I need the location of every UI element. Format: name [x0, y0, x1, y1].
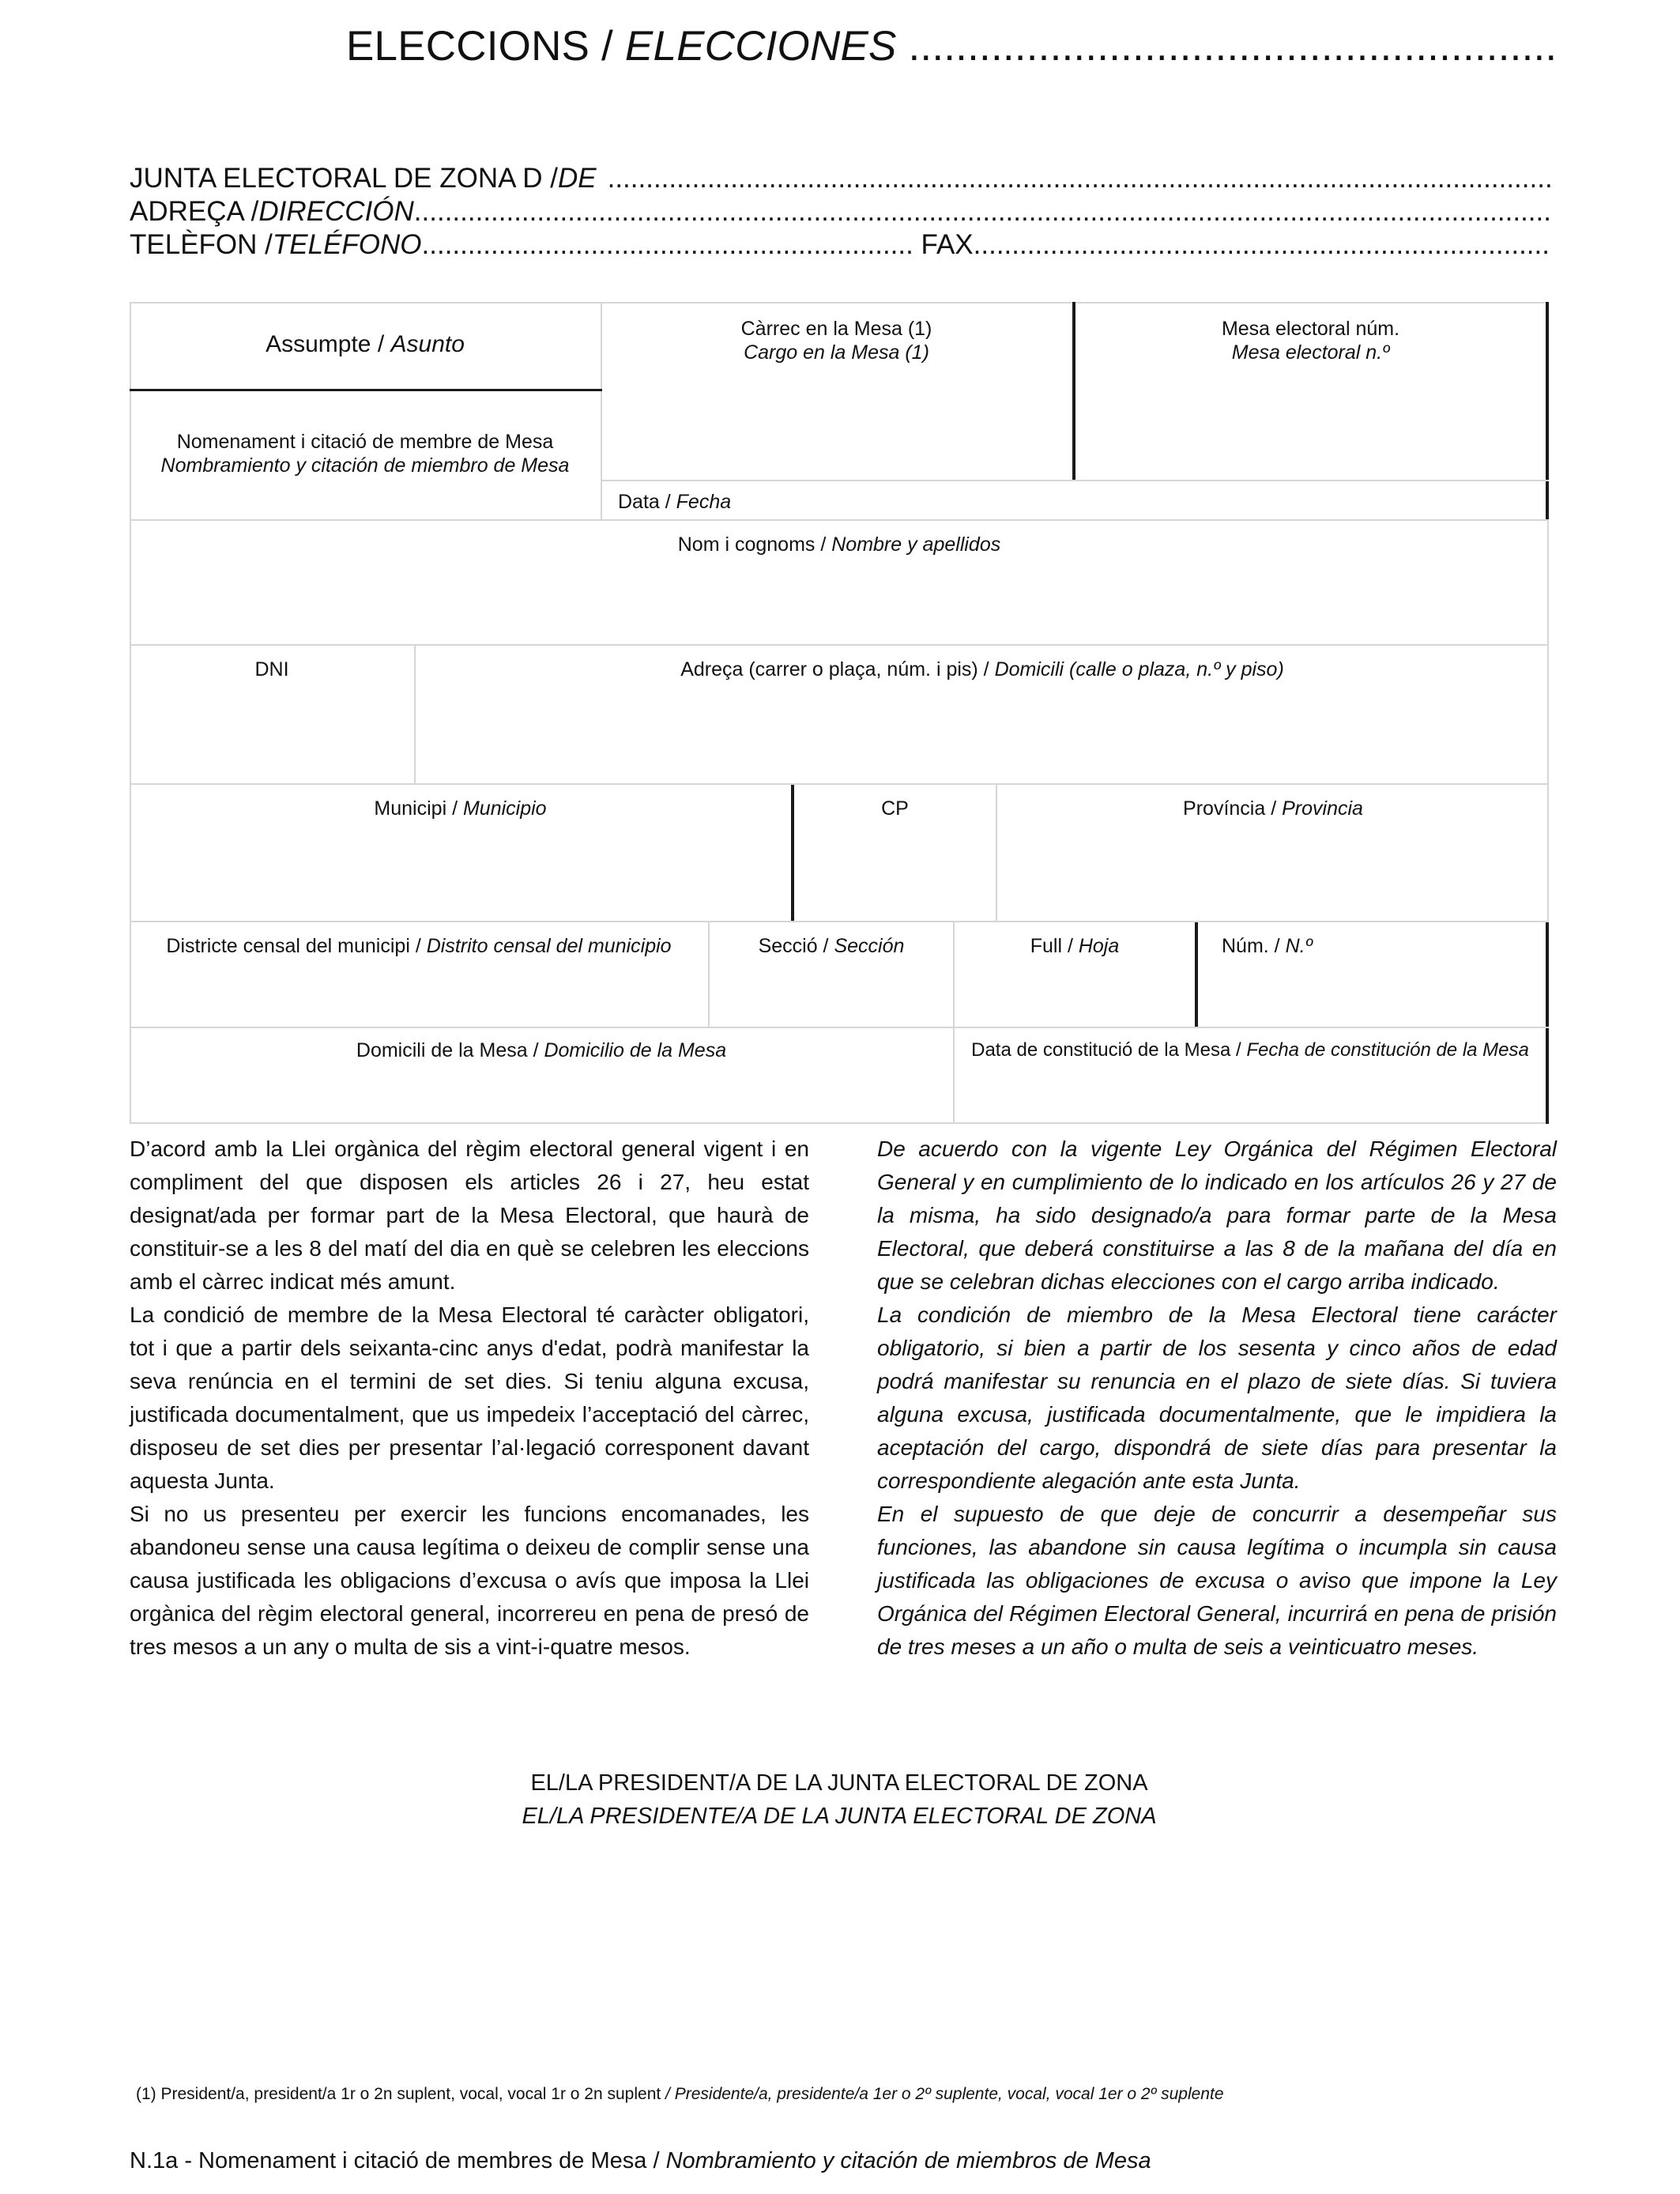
member-form-table: [130, 302, 1549, 1124]
nom-label: [130, 532, 1549, 557]
data-label-ca: Data /: [618, 491, 676, 513]
num-label-ca: Núm. /: [1222, 935, 1286, 957]
data-constitucio-label: [955, 1038, 1546, 1063]
nomenament-label-es: Nombramiento y citación de miembro de Mesa: [160, 454, 570, 477]
footer-es: Nombramiento y citación de miembros de Mesa: [665, 2148, 1151, 2173]
data-constitucio-label-ca: Data de constitució de la Mesa /: [971, 1039, 1247, 1061]
paragraph-es-3: En el supuesto de que deje de concurrir a desempeñar sus funciones, las abandone sin causa legítima o incumpla sin causa justificada las obligaciones de excusa o aviso que impone la Ley Orgánica del Régimen Electoral General, incurrirá en pena de prisión de tres meses a un año o multa de seis a veinticuatro meses.: [877, 1502, 1557, 1659]
districte-cell[interactable]: [130, 922, 708, 1027]
telefon-fill-line[interactable]: [422, 229, 912, 261]
nomenament-label-ca: Nomenament i citació de membre de Mesa: [176, 431, 554, 453]
telefon-line: [130, 229, 1552, 261]
mesa-num-label-ca: Mesa electoral núm.: [1221, 318, 1400, 340]
body-text-ca: [130, 1133, 809, 1664]
provincia-label-es: Provincia: [1282, 797, 1363, 820]
assumpte-label-ca: Assumpte /: [266, 331, 391, 357]
municipi-label-ca: Municipi /: [374, 797, 463, 820]
data-constitucio-cell[interactable]: [955, 1028, 1546, 1122]
districte-label-es: Distrito censal del municipio: [426, 935, 672, 957]
paragraph-es-2: La condición de miembro de la Mesa Electoral tiene carácter obligatorio, si bien a partir de los sesenta y cinco años de edad podrá manifestar su renuncia en el plazo de siete días. Si tuviera alguna excusa, justificada documentalmente, que le impidiera la aceptación del cargo, dispondrá de siete días para presentar la correspondiente alegación ante esta Junta.: [877, 1302, 1557, 1493]
num-cell[interactable]: [1198, 922, 1546, 1027]
adreca-label-ca: ADREÇA /: [130, 196, 259, 227]
data-cell[interactable]: [602, 481, 1546, 519]
full-label: [955, 933, 1195, 959]
municipi-label-es: Municipio: [462, 797, 547, 820]
domicili-mesa-label-ca: Domicili de la Mesa /: [356, 1039, 544, 1061]
districte-label: [130, 933, 708, 959]
fax-fill-line[interactable]: [974, 229, 1552, 261]
seccio-label-es: Sección: [834, 935, 905, 957]
telefon-label-ca: TELÈFON /: [130, 229, 273, 260]
seccio-label-ca: Secció /: [758, 935, 834, 957]
municipi-cell[interactable]: [130, 785, 791, 921]
full-label-es: Hoja: [1078, 935, 1120, 957]
form-code-footer: [130, 2148, 1151, 2174]
footnote-es: / Presidente/a, presidente/a 1er o 2º suplente, vocal, vocal 1er o 2º suplente: [661, 2085, 1224, 2103]
fax-label: FAX: [921, 229, 974, 260]
document-title: [346, 22, 1557, 70]
title-es: ELECCIONES: [624, 23, 897, 70]
body-text-es: [877, 1133, 1557, 1664]
municipi-label: [130, 796, 791, 821]
junta-label-es: DE: [557, 163, 597, 194]
carrec-label-es: Cargo en la Mesa (1): [744, 341, 929, 364]
paragraph-es-1: De acuerdo con la vigente Ley Orgánica del Régimen Electoral General y en cumplimiento de lo indicado en los artículos 26 y 27 de la misma, ha sido designado/a para formar parte de la Mesa Electoral, que deberá constituirse a las 8 de la mañana del día en que se celebran dichas elecciones con el cargo arriba indicado.: [877, 1137, 1557, 1294]
domicili-label-ca: Adreça (carrer o plaça, núm. i pis) /: [680, 658, 995, 680]
data-label: [618, 491, 731, 514]
domicili-mesa-label: [130, 1038, 953, 1063]
domicili-mesa-label-es: Domicilio de la Mesa: [544, 1039, 727, 1061]
assumpte-cell: [130, 302, 601, 389]
nom-cell[interactable]: [130, 521, 1549, 644]
dni-label: DNI: [254, 658, 289, 680]
domicili-label-es: Domicili (calle o plaza, n.º y piso): [994, 658, 1284, 680]
junta-label-ca: JUNTA ELECTORAL DE ZONA D /: [130, 163, 558, 194]
full-cell[interactable]: [955, 922, 1195, 1027]
num-label-es: N.º: [1285, 935, 1313, 957]
nomenament-cell: [130, 391, 601, 519]
cp-cell[interactable]: [794, 785, 996, 921]
assumpte-label: [130, 332, 601, 357]
adreca-line: [130, 196, 1552, 228]
domicili-label: [416, 657, 1549, 682]
footer-ca: N.1a - Nomenament i citació de membres de Mesa /: [130, 2148, 666, 2173]
seccio-label: [710, 933, 953, 959]
full-label-ca: Full /: [1030, 935, 1079, 957]
num-label: [1222, 933, 1313, 959]
mesa-num-label-es: Mesa electoral n.º: [1231, 341, 1390, 364]
paragraph-ca-2: La condició de membre de la Mesa Electoral té caràcter obligatori, tot i que a partir dels seixanta-cinc anys d'edat, podrà manifestar la seva renúncia en el termini de set dies. Si teniu alguna excusa, justificada documentalment, que us impedeix l’acceptació del càrrec, disposeu de set dies per presentar l’al·legació corresponent davant aquesta Junta.: [130, 1302, 809, 1493]
junta-line: [130, 163, 1552, 194]
nom-label-es: Nombre y apellidos: [831, 533, 1001, 556]
footnote: [136, 2085, 1224, 2104]
junta-fill-line[interactable]: [608, 163, 1552, 194]
seccio-cell[interactable]: [710, 922, 953, 1027]
data-label-es: Fecha: [676, 491, 732, 513]
title-ca: ELECCIONS /: [346, 23, 625, 70]
signature-title-es: EL/LA PRESIDENTE/A DE LA JUNTA ELECTORAL DE ZONA: [522, 1804, 1157, 1829]
carrec-label-ca: Càrrec en la Mesa (1): [740, 318, 932, 340]
footnote-ca: (1) President/a, president/a 1r o 2n suplent, vocal, vocal 1r o 2n suplent: [136, 2085, 661, 2103]
title-dots: .......................................................: [896, 23, 1558, 70]
mesa-num-cell[interactable]: [1075, 302, 1546, 480]
provincia-label: [997, 796, 1549, 821]
assumpte-label-es: Asunto: [390, 331, 465, 357]
provincia-label-ca: Província /: [1183, 797, 1283, 820]
districte-label-ca: Districte censal del municipi /: [166, 935, 427, 957]
domicili-mesa-cell[interactable]: [130, 1028, 953, 1122]
data-constitucio-label-es: Fecha de constitución de la Mesa: [1246, 1039, 1529, 1061]
adreca-label-es: DIRECCIÓN: [258, 196, 414, 227]
telefon-label-es: TELÉFONO: [272, 229, 422, 260]
cp-label: CP: [881, 797, 909, 820]
signature-title-ca: EL/LA PRESIDENT/A DE LA JUNTA ELECTORAL DE ZONA: [530, 1770, 1148, 1796]
provincia-cell[interactable]: [997, 785, 1549, 921]
nom-label-ca: Nom i cognoms /: [677, 533, 832, 556]
paragraph-ca-1: D’acord amb la Llei orgànica del règim electoral general vigent i en compliment del que disposen els articles 26 i 27, heu estat designat/ada per formar part de la Mesa Electoral, que haurà de constituir-se a les 8 del matí del dia en què se celebren les eleccions amb el càrrec indicat més amunt.: [130, 1137, 809, 1294]
domicili-cell[interactable]: [416, 646, 1549, 783]
dni-cell[interactable]: [130, 646, 414, 783]
carrec-cell[interactable]: [601, 302, 1072, 480]
adreca-fill-line[interactable]: [414, 196, 1552, 228]
paragraph-ca-3: Si no us presenteu per exercir les funcions encomanades, les abandoneu sense una causa legítima o deixeu de complir sense una causa justificada les obligacions d’excusa o avís que imposa la Llei orgànica del règim electoral general, incorrereu en pena de presó de tres mesos a un any o multa de sis a vint-i-quatre mesos.: [130, 1502, 809, 1659]
